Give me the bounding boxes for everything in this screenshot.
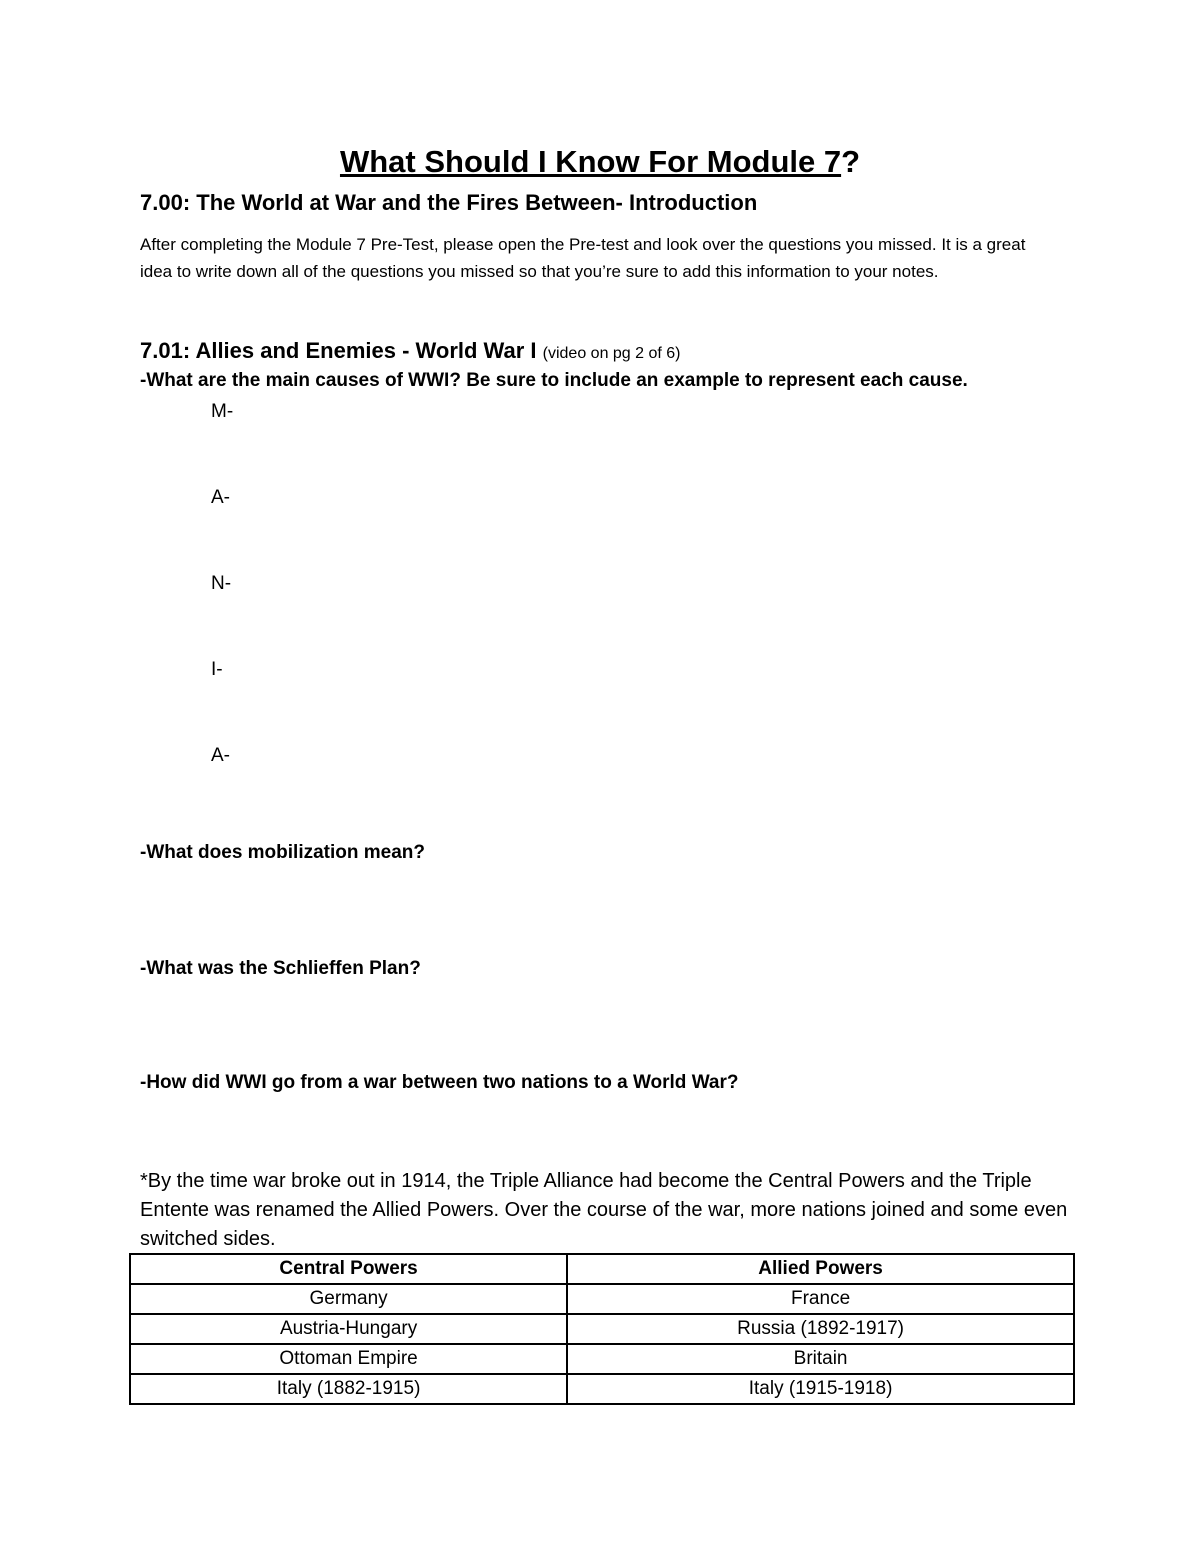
question-causes: -What are the main causes of WWI? Be sure to include an example to represent each cause. xyxy=(140,370,968,391)
table-row xyxy=(130,1374,1074,1404)
table-cell-central: Italy (1882-1915) xyxy=(130,1374,567,1404)
table-header-central: Central Powers xyxy=(130,1254,567,1284)
powers-table xyxy=(129,1253,1075,1405)
section-heading-7-01 xyxy=(140,337,681,368)
table-row xyxy=(130,1284,1074,1314)
table-cell-allied: France xyxy=(567,1284,1074,1314)
table-cell-allied: Italy (1915-1918) xyxy=(567,1374,1074,1404)
page-title-suffix: ? xyxy=(841,144,861,179)
alliances-note: *By the time war broke out in 1914, the Triple Alliance had become the Central Powers and the Triple Entente was renamed the Allied Powers. Over the course of the war, more nations joined and some even switched sides. xyxy=(140,1170,1068,1250)
section-heading-7-01-text: 7.01: Allies and Enemies - World War I xyxy=(140,338,537,363)
table-cell-central: Ottoman Empire xyxy=(130,1344,567,1374)
table-cell-central: Germany xyxy=(130,1284,567,1314)
mania-letter-a2: A- xyxy=(211,745,230,766)
question-mobilization: -What does mobilization mean? xyxy=(140,842,426,863)
section-heading-7-00: 7.00: The World at War and the Fires Between- Introduction xyxy=(140,190,758,215)
question-schlieffen-plan: -What was the Schlieffen Plan? xyxy=(140,958,421,979)
question-world-war: -How did WWI go from a war between two nations to a World War? xyxy=(140,1072,739,1093)
table-cell-central: Austria-Hungary xyxy=(130,1314,567,1344)
intro-paragraph: After completing the Module 7 Pre-Test, please open the Pre-test and look over the questions you missed. It is a great idea to write down all of the questions you missed so that you’re sure to add this information to your notes. xyxy=(140,235,1026,281)
mania-letter-n: N- xyxy=(211,573,232,594)
table-cell-allied: Britain xyxy=(567,1344,1074,1374)
page-title xyxy=(0,142,1200,182)
mania-letter-m: M- xyxy=(211,401,234,422)
table-cell-allied: Russia (1892-1917) xyxy=(567,1314,1074,1344)
page-title-main: What Should I Know For Module 7 xyxy=(339,144,842,179)
table-row xyxy=(130,1344,1074,1374)
table-row xyxy=(130,1314,1074,1344)
mania-letter-i: I- xyxy=(211,659,223,680)
mania-letter-a1: A- xyxy=(211,487,230,508)
table-header-allied: Allied Powers xyxy=(567,1254,1074,1284)
table-header-row xyxy=(130,1254,1074,1284)
section-heading-7-01-aside: (video on pg 2 of 6) xyxy=(542,345,681,362)
